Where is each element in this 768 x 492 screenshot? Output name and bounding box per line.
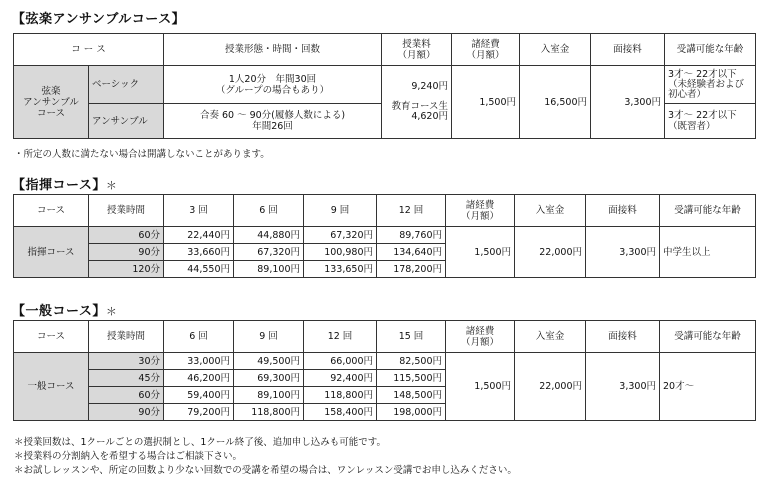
header-format: 授業形態・時間・回数 (164, 34, 382, 66)
footnote: ＊授業回数は、1クールごとの選択制とし、1クール終了後、追加申し込みも可能です。 (14, 437, 386, 448)
entry-fee: 22,000円 (515, 227, 586, 278)
header-course: コース (14, 321, 89, 353)
course-name: 弦楽 アンサンブル コース (14, 66, 89, 139)
tuition: 9,240円 教育コース生 4,620円 (382, 66, 452, 139)
misc-fee: 1,500円 (452, 66, 520, 139)
price-cell: 158,400円 (304, 404, 377, 421)
header-count-9: 9 回 (234, 321, 304, 353)
lesson-time: 120分 (89, 261, 164, 278)
age-basic: 3才～ 22才以下 （未経験者および 初心者） (665, 66, 756, 104)
course-name: 指揮コース (14, 227, 89, 278)
header-lesson-time: 授業時間 (89, 321, 164, 353)
age-range: 中学生以上 (660, 227, 756, 278)
price-cell: 79,200円 (164, 404, 234, 421)
price-cell: 33,000円 (164, 353, 234, 370)
lesson-time: 90分 (89, 404, 164, 421)
price-cell: 89,760円 (377, 227, 446, 244)
header-entry: 入室金 (520, 34, 591, 66)
lesson-time: 60分 (89, 387, 164, 404)
header-course: コ ー ス (14, 34, 164, 66)
price-cell: 134,640円 (377, 244, 446, 261)
header-age: 受講可能な年齢 (660, 321, 756, 353)
section-title-general (12, 300, 117, 319)
interview-fee: 3,300円 (586, 353, 660, 421)
lesson-time: 60分 (89, 227, 164, 244)
header-misc: 諸経費 （月額） (446, 195, 515, 227)
format-basic: 1人20分 年間30回 （グループの場合もあり） (164, 66, 382, 104)
header-lesson-time: 授業時間 (89, 195, 164, 227)
price-cell: 46,200円 (164, 370, 234, 387)
asterisk-mark: ＊ (105, 305, 118, 318)
footnote: ＊授業料の分割納入を希望する場合はご相談下さい。 (14, 451, 243, 462)
header-misc: 諸経費 （月額） (446, 321, 515, 353)
price-cell: 89,100円 (234, 261, 304, 278)
price-cell: 118,800円 (304, 387, 377, 404)
conducting-table (13, 194, 756, 278)
header-count-12: 12 回 (304, 321, 377, 353)
header-entry: 入室金 (515, 321, 586, 353)
header-count-6: 6 回 (164, 321, 234, 353)
asterisk-mark: ＊ (105, 179, 118, 192)
format-ensemble: 合奏 60 ～ 90分(履修人数による) 年間26回 (164, 104, 382, 139)
string-ensemble-table (13, 33, 756, 139)
age-range: 20才～ (660, 353, 756, 421)
price-cell: 59,400円 (164, 387, 234, 404)
misc-fee: 1,500円 (446, 353, 515, 421)
entry-fee: 16,500円 (520, 66, 591, 139)
age-ensemble: 3才～ 22才以下 （既習者） (665, 104, 756, 139)
header-interview: 面接料 (591, 34, 665, 66)
price-cell: 44,550円 (164, 261, 234, 278)
header-age: 受講可能な年齢 (665, 34, 756, 66)
header-tuition: 授業料 （月額） (382, 34, 452, 66)
price-cell: 22,440円 (164, 227, 234, 244)
section-title-string-ensemble: 【弦楽アンサンブルコース】 (12, 12, 186, 27)
interview-fee: 3,300円 (591, 66, 665, 139)
price-cell: 133,650円 (304, 261, 377, 278)
price-cell: 100,980円 (304, 244, 377, 261)
course-name: 一般コース (14, 353, 89, 421)
lesson-time: 30分 (89, 353, 164, 370)
header-entry: 入室金 (515, 195, 586, 227)
header-count-9: 9 回 (304, 195, 377, 227)
header-count-12: 12 回 (377, 195, 446, 227)
price-cell: 69,300円 (234, 370, 304, 387)
price-cell: 66,000円 (304, 353, 377, 370)
interview-fee: 3,300円 (586, 227, 660, 278)
section-title-text: 【一般コース】 (12, 304, 106, 319)
price-cell: 67,320円 (304, 227, 377, 244)
lesson-time: 45分 (89, 370, 164, 387)
price-cell: 118,800円 (234, 404, 304, 421)
price-cell: 92,400円 (304, 370, 377, 387)
price-cell: 44,880円 (234, 227, 304, 244)
general-table (13, 320, 756, 421)
price-cell: 148,500円 (377, 387, 446, 404)
section-title-text: 【指揮コース】 (12, 178, 106, 193)
header-misc: 諸経費 （月額） (452, 34, 520, 66)
header-course: コース (14, 195, 89, 227)
section-title-conducting (12, 174, 117, 193)
misc-fee: 1,500円 (446, 227, 515, 278)
price-cell: 67,320円 (234, 244, 304, 261)
entry-fee: 22,000円 (515, 353, 586, 421)
price-cell: 89,100円 (234, 387, 304, 404)
header-interview: 面接料 (586, 195, 660, 227)
lesson-time: 90分 (89, 244, 164, 261)
section1-note: ・所定の人数に満たない場合は開講しないことがあります。 (14, 149, 270, 160)
price-cell: 33,660円 (164, 244, 234, 261)
price-cell: 198,000円 (377, 404, 446, 421)
header-age: 受講可能な年齢 (660, 195, 756, 227)
header-count-3: 3 回 (164, 195, 234, 227)
header-count-15: 15 回 (377, 321, 446, 353)
header-count-6: 6 回 (234, 195, 304, 227)
header-interview: 面接料 (586, 321, 660, 353)
subcourse-basic: ベーシック (89, 66, 164, 104)
price-cell: 115,500円 (377, 370, 446, 387)
footnote: ＊お試しレッスンや、所定の回数より少ない回数での受講を希望の場合は、ワンレッスン受講でお申し込みください。 (14, 465, 517, 476)
price-cell: 82,500円 (377, 353, 446, 370)
price-cell: 49,500円 (234, 353, 304, 370)
price-cell: 178,200円 (377, 261, 446, 278)
subcourse-ensemble: アンサンブル (89, 104, 164, 139)
